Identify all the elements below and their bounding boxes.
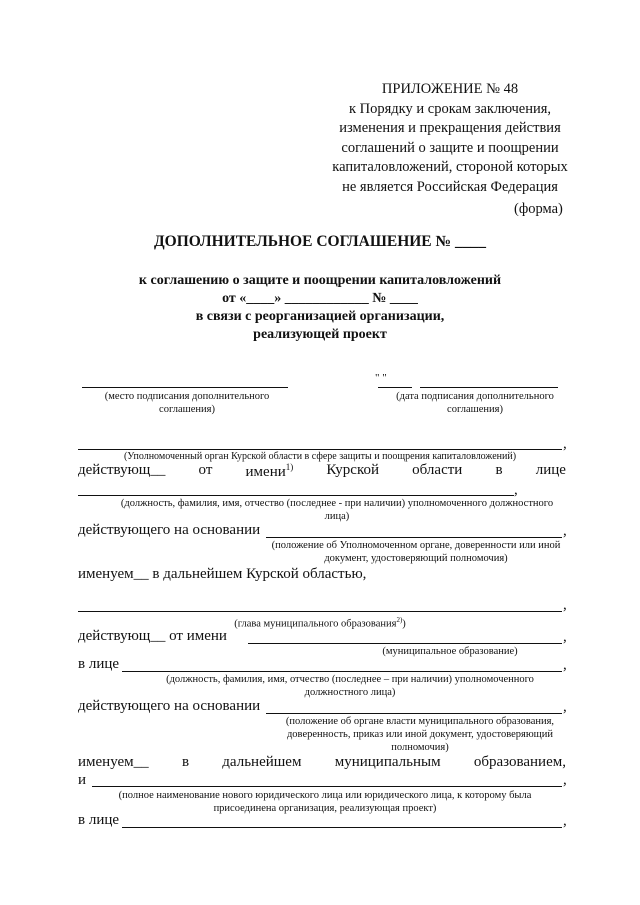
comma: , — [514, 482, 518, 498]
word: лице — [535, 462, 566, 478]
person-label-3: в лице — [78, 812, 120, 828]
word: действующ__ — [78, 462, 166, 478]
entity-caption: (полное наименование нового юридического лица или юридического лица, к которому была присоединена организация, реализующая проект) — [118, 790, 532, 814]
subtitle-line: от «____» ____________ № ____ — [222, 291, 418, 306]
appendix-header — [290, 80, 610, 197]
place-caption: (место подписания дополнительного соглашения) — [104, 391, 270, 415]
word: именуем__ — [78, 754, 149, 770]
person-field-3[interactable] — [122, 827, 562, 828]
word: области — [412, 462, 463, 478]
official-caption: (должность, фамилия, имя, отчество (последнее - при наличии) уполномоченного должностного лица) — [120, 498, 554, 522]
word: муниципальным — [334, 754, 441, 770]
acting-label-2: действующ__ от имени — [78, 628, 227, 644]
comma: , — [563, 523, 567, 539]
subtitle-line: реализующей проект — [253, 327, 387, 342]
basis-caption-2: (положение об органе власти муниципального образования, доверенность, приказ или иной документ, удостоверяющий полномочия) — [285, 716, 555, 753]
appendix-line: изменения и прекращения действия — [339, 120, 561, 136]
appendix-line: не является Российская Федерация — [342, 178, 558, 195]
head-field[interactable] — [78, 611, 562, 612]
person-label-2: в лице — [78, 656, 120, 672]
comma: , — [563, 772, 567, 788]
acting-line — [78, 462, 566, 481]
comma: , — [563, 597, 567, 613]
date-quotes: " " — [375, 372, 387, 384]
entity-field[interactable] — [92, 786, 562, 787]
word: в — [495, 462, 503, 478]
official-field-2[interactable] — [122, 671, 562, 672]
appendix-line: к Порядку и срокам заключения, — [348, 100, 552, 117]
word: Курской — [326, 462, 380, 478]
basis-caption: (положение об Уполномоченном органе, доверенности или иной документ, удостоверяющий полномочия) — [271, 540, 561, 564]
date-day-field[interactable] — [378, 387, 412, 388]
comma: , — [563, 657, 567, 673]
word: дальнейшем — [222, 754, 302, 770]
subtitle-line: к соглашению о защите и поощрении капиталовложений — [138, 273, 502, 288]
footnote-2: 2) — [396, 616, 403, 624]
word: образованием, — [473, 754, 566, 770]
word: в — [181, 754, 190, 770]
basis-field-2[interactable] — [266, 713, 562, 714]
named-label: именуем__ в дальнейшем Курской областью, — [78, 566, 367, 582]
head-caption: (глава муниципального образования$^{2)}$) — [234, 616, 406, 630]
official-field[interactable] — [78, 495, 514, 496]
place-field[interactable] — [82, 387, 288, 388]
municipality-caption: (муниципальное образование) — [382, 646, 518, 657]
official-caption-2: (должность, фамилия, имя, отчество (последнее – при наличии) уполномоченного должностного лица) — [166, 674, 534, 698]
basis-label-2: действующего на основании — [78, 698, 261, 714]
authority-caption: (Уполномоченный орган Курской области в сфере защиты и поощрения капиталовложений) — [123, 451, 517, 462]
comma: , — [563, 813, 567, 829]
basis-field[interactable] — [266, 537, 562, 538]
named-line-2 — [78, 754, 566, 771]
appendix-line: соглашений о защите и поощрении — [341, 139, 559, 156]
comma: , — [563, 699, 567, 715]
word: от — [198, 462, 213, 478]
footnote-1: 1) — [285, 462, 294, 472]
basis-label: действующего на основании — [78, 522, 261, 538]
date-month-field[interactable] — [420, 387, 558, 388]
comma: , — [563, 436, 567, 452]
appendix-number: ПРИЛОЖЕНИЕ № 48 — [381, 81, 519, 97]
municipality-field[interactable] — [248, 643, 562, 644]
form-label: (форма) — [514, 201, 563, 217]
comma: , — [563, 629, 567, 645]
word-with-footnote: имени$^{1)}$ — [245, 462, 294, 480]
date-caption: (дата подписания дополнительного соглашения) — [396, 391, 554, 415]
document-title: ДОПОЛНИТЕЛЬНОЕ СОГЛАШЕНИЕ № ____ — [154, 233, 486, 250]
subtitle-line: в связи с реорганизацией организации, — [195, 309, 445, 324]
and-label: и — [78, 772, 87, 788]
appendix-line: капиталовложений, стороной которых — [332, 159, 568, 175]
